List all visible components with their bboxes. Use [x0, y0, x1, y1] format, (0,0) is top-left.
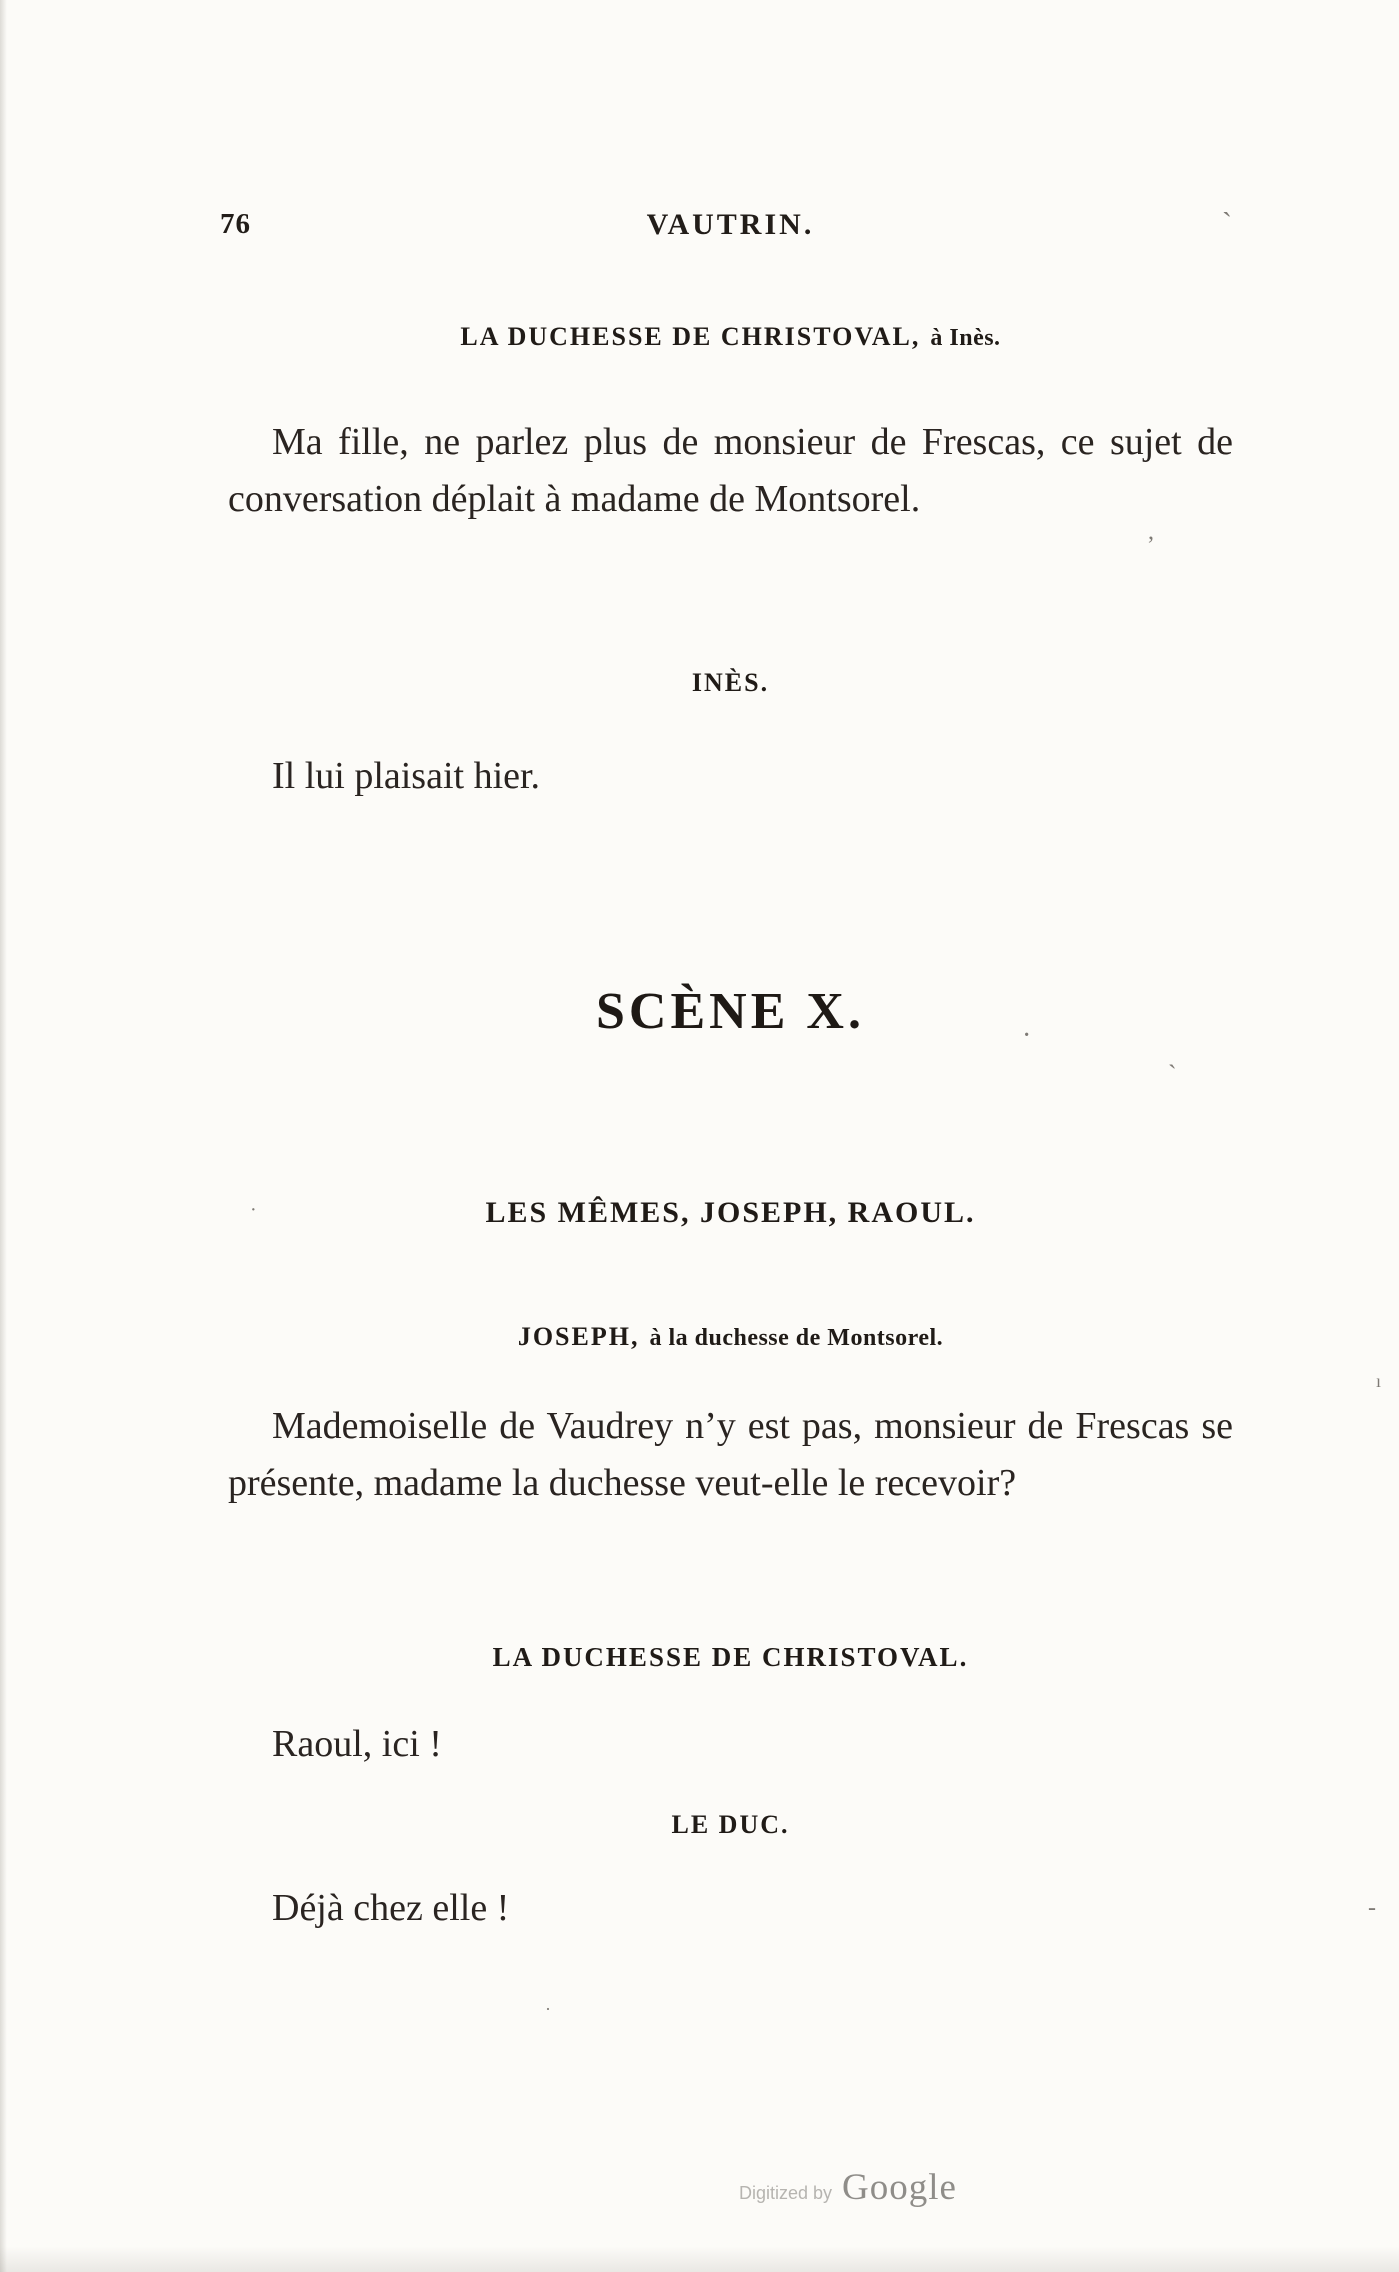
- speaker-line: [228, 1322, 1233, 1352]
- speaker-line: [228, 1642, 1233, 1673]
- dialogue-paragraph: Déjà chez elle !: [272, 1887, 510, 1929]
- scene-heading: SCÈNE X.: [596, 983, 865, 1040]
- scan-artifact: -: [1368, 1895, 1376, 1921]
- scene-cast: LES MÊMES, JOSEPH, RAOUL.: [485, 1196, 976, 1229]
- scan-artifact: ·: [250, 1199, 257, 1221]
- page-number: 76: [220, 208, 251, 240]
- dialogue-paragraph: Raoul, ici !: [272, 1723, 442, 1765]
- speaker-name: JOSEPH,: [517, 1322, 640, 1351]
- scan-artifact: ˎ: [1222, 184, 1232, 217]
- dialogue-paragraph: Ma fille, ne parlez plus de monsieur de Frescas, ce sujet de conversation déplait à madame de Montsorel.: [228, 421, 1233, 520]
- stage-direction: à la duchesse de Montsorel.: [649, 1325, 944, 1351]
- scan-edge-shadow-bottom: [0, 2246, 1399, 2272]
- running-title: VAUTRIN.: [646, 208, 815, 241]
- dialogue-paragraph: Mademoiselle de Vaudrey n’y est pas, monsieur de Frescas se présente, madame la duchesse veut-elle le recevoir?: [228, 1405, 1233, 1504]
- page-header: [220, 208, 1233, 242]
- scan-artifact: ˋ: [1168, 1060, 1177, 1089]
- speaker-line: [228, 668, 1233, 698]
- scan-artifact: ı: [1376, 1371, 1382, 1391]
- speaker-name: LA DUCHESSE DE CHRISTOVAL.: [492, 1642, 969, 1672]
- scan-artifact: ·: [1022, 1020, 1032, 1051]
- digitization-footer: [739, 2166, 957, 2209]
- dialogue-paragraph: Il lui plaisait hier.: [272, 755, 541, 797]
- scan-edge-shadow: [0, 0, 7, 2272]
- digitized-by-label: Digitized by: [739, 2183, 833, 2203]
- speaker-name: INÈS.: [691, 668, 770, 697]
- stage-direction: à Inès.: [930, 325, 1001, 351]
- speaker-name: LE DUC.: [671, 1810, 790, 1839]
- speaker-name: LA DUCHESSE DE CHRISTOVAL,: [460, 322, 921, 351]
- speaker-line: [228, 1810, 1233, 1840]
- scan-artifact: ,: [1148, 519, 1154, 545]
- scan-artifact: ·: [545, 1999, 551, 2019]
- speaker-line: [228, 322, 1233, 352]
- google-logo: Google: [842, 2167, 957, 2208]
